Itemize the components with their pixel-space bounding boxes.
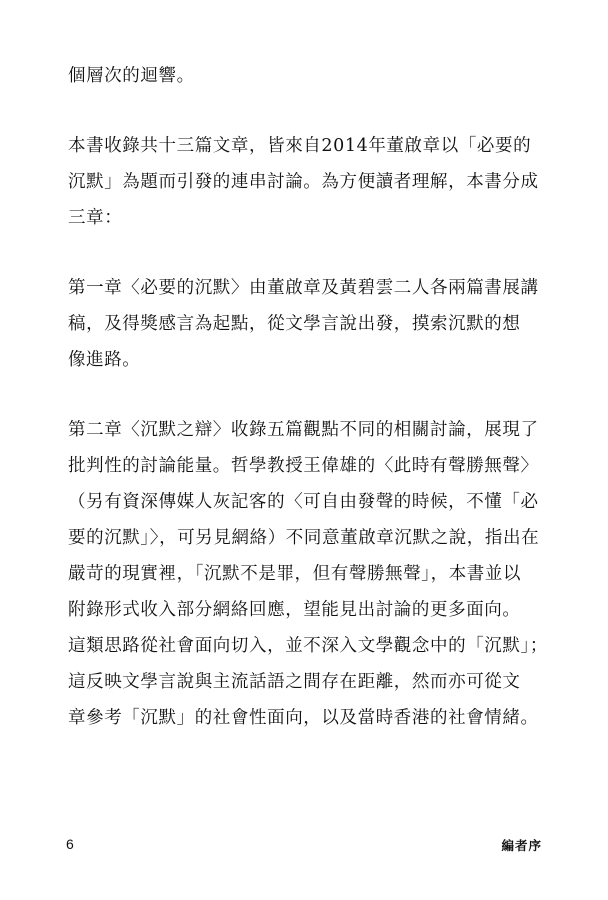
- text-line: 第二章〈沉默之辯〉收錄五篇觀點不同的相關討論，展現了: [68, 420, 539, 440]
- paragraph-2: [68, 128, 544, 236]
- body-text: [68, 58, 548, 770]
- text-line: 像進路。: [68, 350, 141, 370]
- text-line: 第一章〈必要的沉默〉由董啟章及黃碧雲二人各兩篇書展講: [68, 278, 539, 298]
- paragraph-4: [68, 412, 548, 736]
- text-line: 個層次的迴響。: [68, 66, 195, 86]
- section-title: 編者序: [501, 838, 542, 853]
- text-line: 沉默」為題而引發的連串討論。為方便讀者理解，本書分成: [68, 172, 539, 192]
- text-line: 章參考「沉默」的社會性面向，以及當時香港的社會情緒。: [68, 708, 539, 728]
- paragraph-1: [68, 58, 544, 94]
- text-line: 批判性的討論能量。哲學教授王偉雄的〈此時有聲勝無聲〉: [68, 456, 539, 476]
- text-line: 這反映文學言說與主流話語之間存在距離，然而亦可從文: [68, 672, 521, 692]
- text-line: 附錄形式收入部分網絡回應，望能見出討論的更多面向。: [68, 600, 521, 620]
- text-line: 稿，及得獎感言為起點，從文學言說出發，摸索沉默的想: [68, 314, 521, 334]
- text-line: 嚴苛的現實裡，「沉默不是罪，但有聲勝無聲」，本書並以: [68, 564, 522, 584]
- text-line: 本書收錄共十三篇文章，皆來自2014年董啟章以「必要的: [68, 136, 532, 156]
- text-line: 這類思路從社會面向切入，並不深入文學觀念中的「沉默」；: [68, 636, 548, 656]
- paragraph-3: [68, 270, 544, 378]
- text-line: 要的沉默」〉，可另見網絡）不同意董啟章沉默之說，指出在: [68, 528, 540, 548]
- text-line: （另有資深傳媒人灰記客的〈可自由發聲的時候，不懂「必: [68, 492, 539, 512]
- text-line: 三章：: [68, 208, 123, 228]
- page-number: 6: [66, 836, 74, 852]
